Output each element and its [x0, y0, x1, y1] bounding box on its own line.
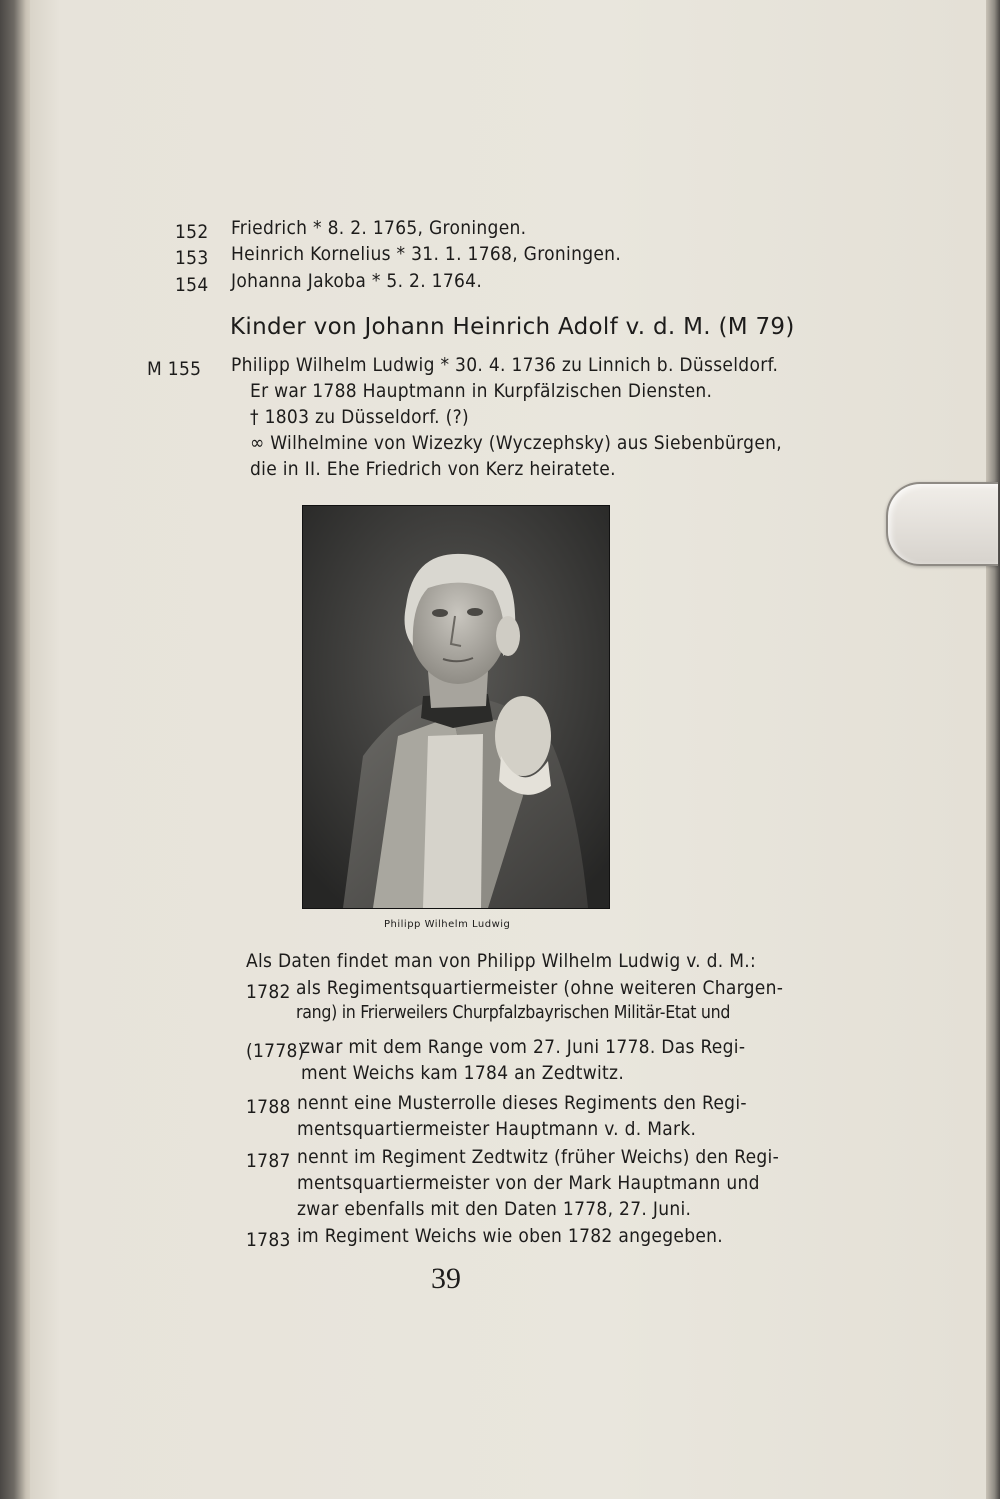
record-line: mentsquartiermeister Hauptmann v. d. Mark.: [297, 1118, 697, 1140]
entry-text: Heinrich Kornelius * 31. 1. 1768, Groningen.: [231, 243, 622, 265]
section-heading: Kinder von Johann Heinrich Adolf v. d. M. (M 79): [230, 314, 795, 340]
entry-line: Er war 1788 Hauptmann in Kurpfälzischen Diensten.: [250, 380, 713, 402]
record-line: im Regiment Weichs wie oben 1782 angegeben.: [297, 1225, 724, 1247]
record-line: ment Weichs kam 1784 an Zedtwitz.: [301, 1062, 625, 1084]
entry-text: Johanna Jakoba * 5. 2. 1764.: [231, 270, 483, 292]
portrait-photo: [302, 505, 610, 909]
record-line: nennt eine Musterrolle dieses Regiments den Regi-: [297, 1092, 747, 1114]
portrait-image: [303, 506, 609, 908]
record-year: 1783: [246, 1229, 291, 1251]
record-line: als Regimentsquartiermeister (ohne weiteren Chargen-: [296, 977, 784, 999]
record-line: zwar mit dem Range vom 27. Juni 1778. Das Regi-: [301, 1036, 746, 1058]
entry-number: 152: [175, 221, 209, 243]
portrait-caption: Philipp Wilhelm Ludwig: [384, 919, 511, 930]
entry-line: ∞ Wilhelmine von Wizezky (Wyczephsky) aus Siebenbürgen,: [250, 432, 783, 454]
entry-line: die in II. Ehe Friedrich von Kerz heiratete.: [250, 458, 616, 480]
entry-text: Friedrich * 8. 2. 1765, Groningen.: [231, 217, 527, 239]
record-line: rang) in Frierweilers Churpfalzbayrischen Militär-Etat und: [296, 1003, 731, 1023]
record-line: zwar ebenfalls mit den Daten 1778, 27. Juni.: [297, 1198, 692, 1220]
record-line: mentsquartiermeister von der Mark Hauptmann und: [297, 1172, 760, 1194]
page-right-edge: [986, 0, 1000, 1499]
entry-line: † 1803 zu Düsseldorf. (?): [250, 406, 469, 428]
records-intro: Als Daten findet man von Philipp Wilhelm Ludwig v. d. M.:: [246, 950, 757, 972]
page-number: 39: [431, 1262, 461, 1295]
entry-line: Philipp Wilhelm Ludwig * 30. 4. 1736 zu Linnich b. Düsseldorf.: [231, 354, 779, 376]
entry-number: 154: [175, 274, 209, 296]
record-year: 1782: [246, 981, 291, 1003]
entry-number: 153: [175, 247, 209, 269]
record-year: 1788: [246, 1096, 291, 1118]
record-year: (1778): [246, 1040, 305, 1062]
record-year: 1787: [246, 1150, 291, 1172]
clip-tab: [886, 482, 998, 566]
record-line: nennt im Regiment Zedtwitz (früher Weichs) den Regi-: [297, 1146, 780, 1168]
entry-number: M 155: [147, 358, 202, 380]
